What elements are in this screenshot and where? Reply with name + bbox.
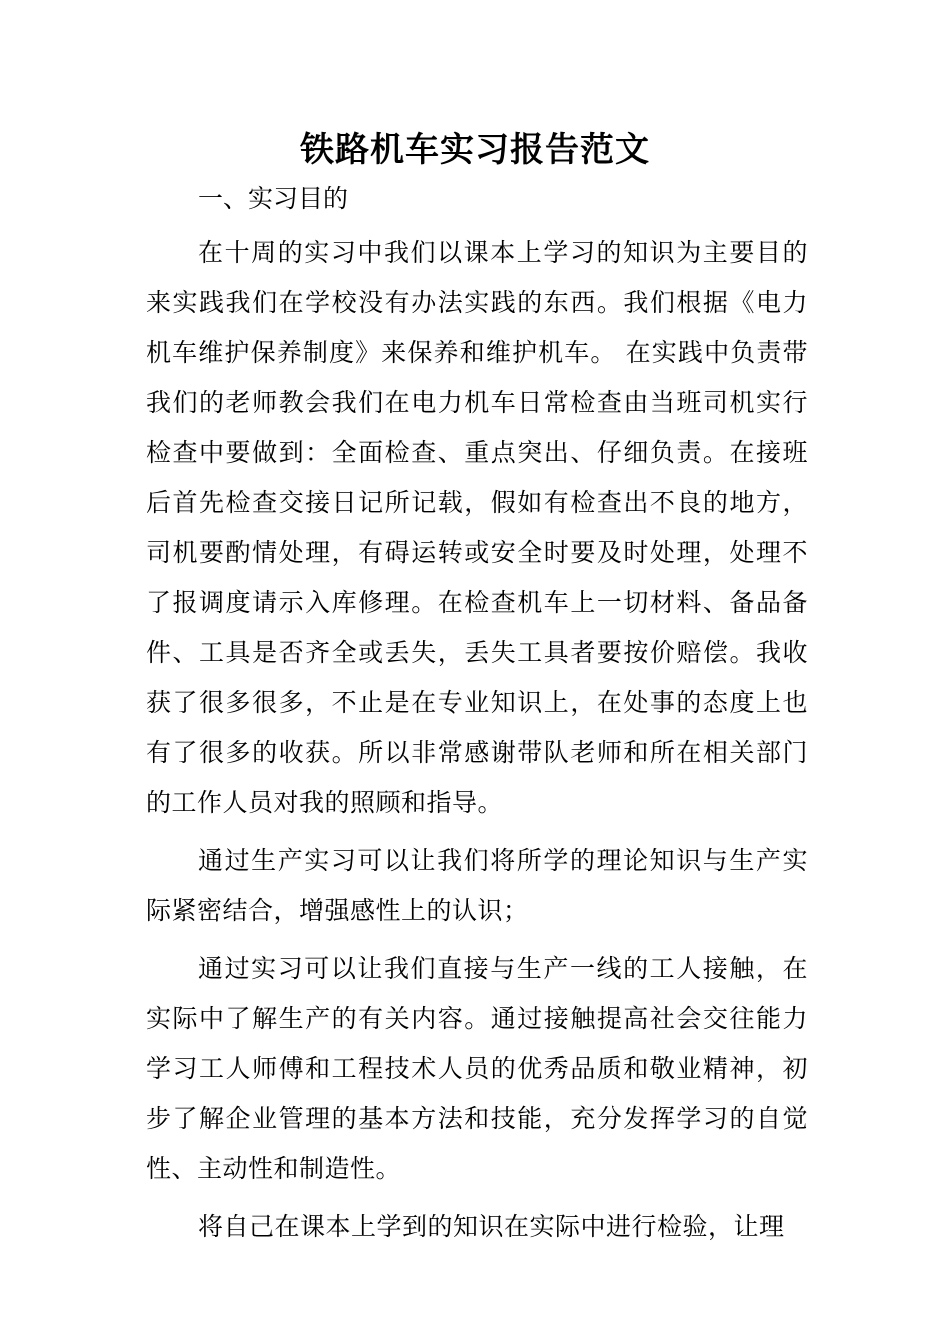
- section-heading: 一、实习目的: [198, 184, 349, 213]
- paragraph-2: 通过生产实习可以让我们将所学的理论知识与生产实际紧密结合，增强感性上的认识；: [146, 846, 808, 925]
- document-body: [146, 178, 808, 1252]
- paragraph-4: 将自己在课本上学到的知识在实际中进行检验，让理: [198, 1212, 785, 1241]
- paragraph-1: 在十周的实习中我们以课本上学习的知识为主要目的来实践我们在学校没有办法实践的东西。我们根据《电力机车维护保养制度》来保养和维护机车。 在实践中负责带我们的老师教会我们在电力机车日常检查由当班司机实行检查中要做到：全面检查、重点突出、仔细负责。在接班后首先检查交接日记所记载，假如有检查出不良的地方，司机要酌情处理，有碍运转或安全时要及时处理，处理不了报调度请示入库修理。在检查机车上一切材料、备品备件、工具是否齐全或丢失，丢失工具者要按价赔偿。我收获了很多很多，不止是在专业知识上，在处事的态度上也有了很多的收获。所以非常感谢带队老师和所在相关部门的工作人员对我的照顾和指导。: [146, 238, 808, 817]
- document-title: 铁路机车实习报告范文: [300, 130, 650, 170]
- paragraph-3: 通过实习可以让我们直接与生产一线的工人接触，在实际中了解生产的有关内容。通过接触提高社会交往能力学习工人师傅和工程技术人员的优秀品质和敬业精神，初步了解企业管理的基本方法和技能，充分发挥学习的自觉性、主动性和制造性。: [146, 954, 808, 1183]
